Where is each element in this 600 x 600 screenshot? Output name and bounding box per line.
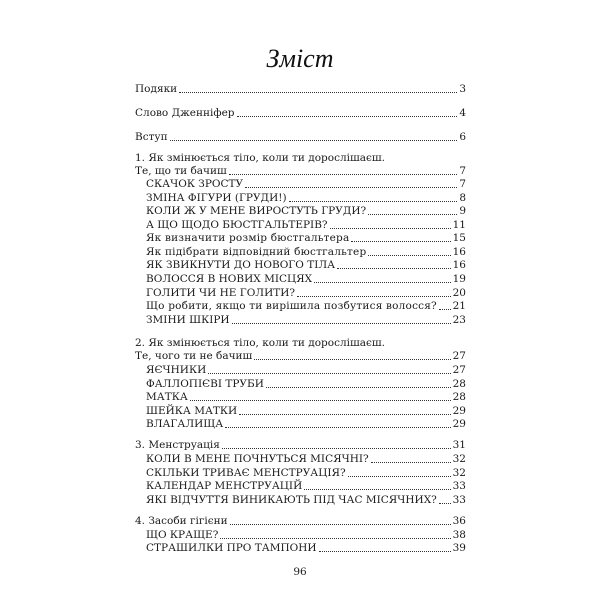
toc-entry-title: ЗМІНИ ШКІРИ: [146, 314, 230, 326]
toc-entry[interactable]: [146, 494, 466, 507]
dot-leader: [230, 524, 451, 525]
toc-entry-title: 4. Засоби гігієни: [135, 515, 228, 527]
toc-entry-page: 31: [452, 439, 466, 451]
toc-entry[interactable]: [146, 391, 466, 404]
toc-chapter-hygiene[interactable]: [135, 515, 466, 528]
dot-leader: [190, 400, 451, 401]
toc-entry-page: 3: [459, 83, 466, 95]
toc-entry[interactable]: [146, 314, 466, 327]
toc-section-invisible[interactable]: [135, 350, 466, 363]
toc-entry-title: ЯКІ ВІДЧУТТЯ ВИНИКАЮТЬ ПІД ЧАС МІСЯЧНИХ?: [146, 494, 437, 506]
toc-entry-title: КАЛЕНДАР МЕНСТРУАЦІЙ: [146, 480, 303, 492]
toc-entry-title: Те, чого ти не бачиш: [135, 350, 253, 362]
toc-entry[interactable]: [146, 205, 466, 218]
dot-leader: [351, 241, 450, 242]
toc-entry-title: Подяки: [135, 83, 178, 95]
toc-entry[interactable]: [146, 246, 466, 259]
toc-entry[interactable]: [146, 232, 466, 245]
chapter-heading: 2. Як змінюється тіло, коли ти дорослішаєш.: [135, 337, 385, 349]
toc-entry-title: ВЛАГАЛИЩА: [146, 418, 224, 430]
toc-entry[interactable]: [146, 529, 466, 542]
toc-entry-page: 28: [452, 391, 466, 403]
toc-entry-title: А ЩО ЩОДО БЮСТГАЛЬТЕРІВ?: [146, 219, 328, 231]
dot-leader: [304, 489, 450, 490]
toc-entry-introduction[interactable]: [135, 131, 466, 144]
toc-entry-page: 6: [459, 131, 466, 143]
toc-entry-title: 3. Менструація: [135, 439, 220, 451]
dot-leader: [237, 116, 458, 117]
toc-entry-page: 11: [452, 219, 466, 231]
toc-entry-page: 32: [452, 453, 466, 465]
page-number: 96: [293, 566, 307, 578]
dot-leader: [371, 462, 451, 463]
dot-leader: [266, 387, 451, 388]
toc-entry[interactable]: [146, 287, 466, 300]
toc-entry-title: КОЛИ Ж У МЕНЕ ВИРОСТУТЬ ГРУДИ?: [146, 205, 367, 217]
toc-entry-title: ГОЛИТИ ЧИ НЕ ГОЛИТИ?: [146, 287, 296, 299]
toc-entry-title: КОЛИ В МЕНЕ ПОЧНУТЬСЯ МІСЯЧНІ?: [146, 453, 369, 465]
toc-entry-title: СКІЛЬКИ ТРИВАЄ МЕНСТРУАЦІЯ?: [146, 467, 346, 479]
toc-entry-page: 38: [452, 529, 466, 541]
toc-entry-page: 16: [452, 246, 466, 258]
toc-entry-page: 32: [452, 467, 466, 479]
dot-leader: [348, 476, 451, 477]
toc-entry-title: ШЕЙКА МАТКИ: [146, 405, 238, 417]
toc-entry-title: МАТКА: [146, 391, 188, 403]
toc-entry-page: 20: [452, 287, 466, 299]
toc-entry[interactable]: [146, 273, 466, 286]
toc-entry-jennifer-word[interactable]: [135, 107, 466, 120]
toc-entry-acknowledgements[interactable]: [135, 83, 466, 96]
dot-leader: [368, 214, 457, 215]
toc-entry[interactable]: [146, 418, 466, 431]
toc-entry[interactable]: [146, 364, 466, 377]
toc-entry-page: 36: [452, 515, 466, 527]
page-title: Зміст: [266, 44, 334, 73]
dot-leader: [208, 373, 450, 374]
toc-entry-title: ЩО КРАЩЕ?: [146, 529, 219, 541]
toc-entry-title: ВОЛОССЯ В НОВИХ МІСЦЯХ: [146, 273, 313, 285]
toc-entry-title: Вступ: [135, 131, 168, 143]
toc-entry-page: 33: [452, 480, 466, 492]
dot-leader: [239, 414, 450, 415]
toc-entry-title: Як визначити розмір бюстгальтера: [146, 232, 350, 244]
toc-entry-page: 29: [452, 405, 466, 417]
toc-entry-title: Що робити, якщо ти вирішила позбутися волосся?: [146, 300, 437, 312]
toc-entry-page: 8: [459, 192, 466, 204]
dot-leader: [225, 427, 450, 428]
toc-entry-title: Як підібрати відповідний бюстгальтер: [146, 246, 367, 258]
dot-leader: [170, 140, 458, 141]
toc-entry[interactable]: [146, 480, 466, 493]
toc-chapter-menstruation[interactable]: [135, 439, 466, 452]
dot-leader: [229, 174, 458, 175]
toc-section-visible[interactable]: [135, 165, 466, 178]
toc-entry-page: 9: [459, 205, 466, 217]
toc-entry[interactable]: [146, 542, 466, 555]
dot-leader: [314, 282, 450, 283]
toc-entry[interactable]: [146, 405, 466, 418]
toc-entry-page: 27: [452, 364, 466, 376]
dot-leader: [368, 255, 450, 256]
dot-leader: [245, 187, 457, 188]
toc-entry-page: 19: [452, 273, 466, 285]
dot-leader: [439, 309, 451, 310]
dot-leader: [289, 201, 458, 202]
dot-leader: [179, 92, 457, 93]
toc-entry-page: 7: [459, 165, 466, 177]
dot-leader: [222, 448, 451, 449]
toc-entry-page: 16: [452, 259, 466, 271]
toc-entry-title: ФАЛЛОПІЄВІ ТРУБИ: [146, 378, 264, 390]
toc-entry-title: СКАЧОК ЗРОСТУ: [146, 178, 244, 190]
toc-entry-page: 27: [452, 350, 466, 362]
toc-entry[interactable]: [146, 378, 466, 391]
dot-leader: [337, 268, 451, 269]
toc-entry[interactable]: [146, 467, 466, 480]
chapter-heading: 1. Як змінюється тіло, коли ти дорослішаєш.: [135, 152, 385, 164]
dot-leader: [254, 359, 450, 360]
toc-entry-title: ЯЄЧНИКИ: [146, 364, 207, 376]
toc-entry[interactable]: [146, 178, 466, 191]
toc-entry[interactable]: [146, 259, 466, 272]
toc-entry[interactable]: [146, 192, 466, 205]
toc-entry-title: СТРАШИЛКИ ПРО ТАМПОНИ: [146, 542, 317, 554]
toc-entry-page: 28: [452, 378, 466, 390]
toc-entry[interactable]: [146, 219, 466, 232]
toc-entry-page: 23: [452, 314, 466, 326]
toc-entry-page: 15: [452, 232, 466, 244]
toc-entry-page: 39: [452, 542, 466, 554]
toc-entry-page: 33: [452, 494, 466, 506]
dot-leader: [232, 323, 451, 324]
dot-leader: [319, 551, 451, 552]
toc-entry-page: 21: [452, 300, 466, 312]
toc-entry-title: ЗМІНА ФІГУРИ (ГРУДИ!): [146, 192, 287, 204]
dot-leader: [220, 538, 450, 539]
toc-entry-title: ЯК ЗВИКНУТИ ДО НОВОГО ТІЛА: [146, 259, 336, 271]
toc-entry-page: 7: [459, 178, 466, 190]
dot-leader: [330, 228, 451, 229]
toc-entry-title: Слово Дженніфер: [135, 107, 235, 119]
toc-entry-title: Те, що ти бачиш: [135, 165, 227, 177]
dot-leader: [439, 503, 451, 504]
dot-leader: [297, 296, 451, 297]
toc-entry-page: 29: [452, 418, 466, 430]
toc-entry[interactable]: [146, 300, 466, 313]
toc-entry-page: 4: [459, 107, 466, 119]
toc-entry[interactable]: [146, 453, 466, 466]
